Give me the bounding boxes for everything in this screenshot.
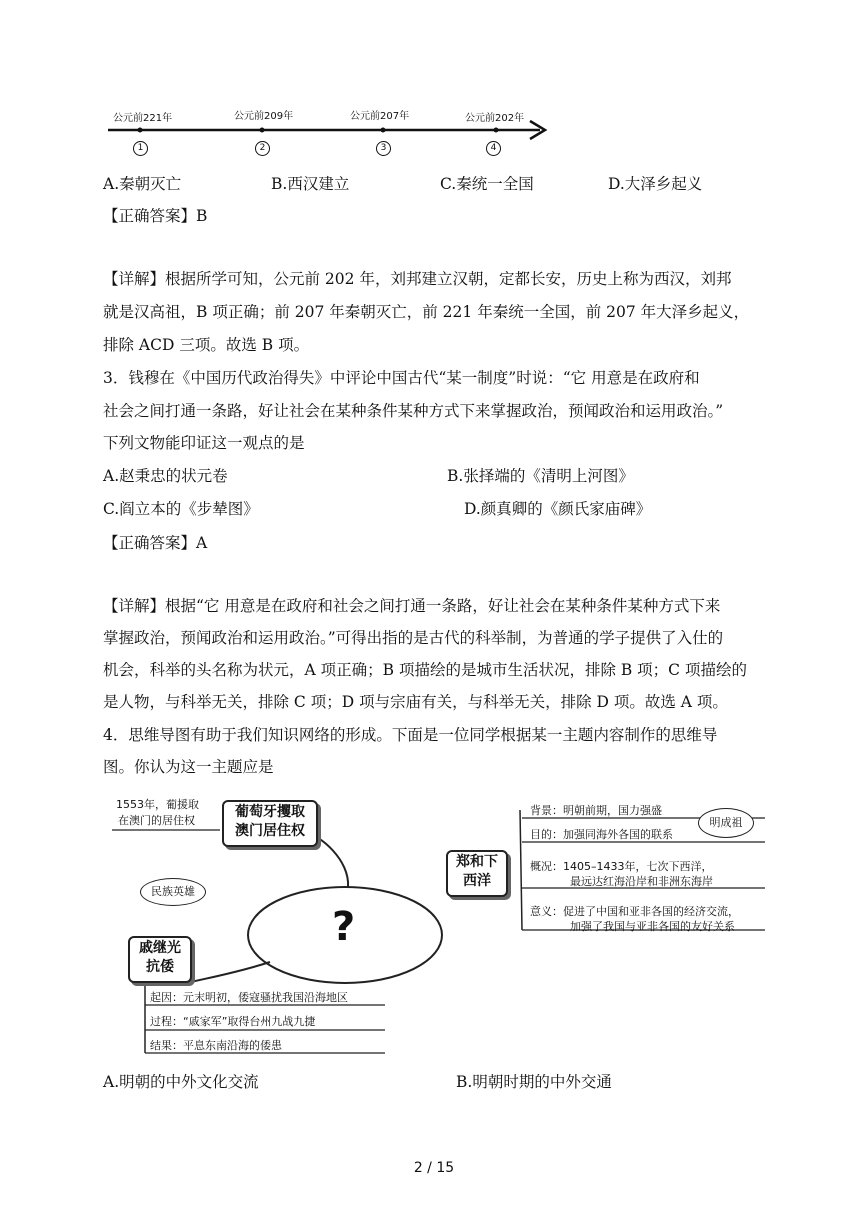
q3-detail-line: 机会，科举的头名称为状元，A 项正确；B 项描绘的是城市生活状况，排除 B 项；C 项描绘的 (103, 661, 747, 679)
zheng-item: 概况：1405–1433年，七次下西洋， (530, 860, 713, 873)
q2-detail-line: 【详解】根据所学可知，公元前 202 年，刘邦建立汉朝，定都长安，历史上称为西汉，刘邦 (103, 270, 732, 288)
q4-stem-line: 图。你认为这一主题应是 (103, 758, 274, 776)
q4-option-a: A.明朝的中外文化交流 (103, 1073, 259, 1091)
q2-detail-line: 就是汉高祖，B 项正确；前 207 年秦朝灭亡，前 221 年秦统一全国，前 207 年大泽乡起义， (103, 303, 750, 321)
timeline-label-4: 公元前202年 (465, 113, 525, 124)
q3-detail-line: 掌握政治，预闻政治和运用政治。”可得出指的是古代的科举制，为普通的学子提供了入仕的 (103, 629, 724, 647)
zheng-item: 背景：明朝前期，国力强盛 (530, 804, 662, 817)
zheng-item: 最远达红海沿岸和非洲东海岸 (570, 875, 713, 888)
timeline-label-1: 公元前221年 (113, 113, 173, 124)
q3-answer: 【正确答案】A (103, 534, 208, 552)
q3-option-b: B.张择端的《清明上河图》 (447, 467, 634, 485)
q3-detail-line: 是人物，与科举无关，排除 C 项；D 项与宗庙有关，与科举无关，排除 D 项。故选 A 项。 (103, 693, 728, 711)
qi-bubble: 民族英雄 (140, 878, 206, 906)
q2-option-b: B.西汉建立 (271, 175, 350, 193)
qi-item: 过程：“戚家军”取得台州九战九捷 (150, 1015, 316, 1028)
timeline-label-3: 公元前207年 (350, 111, 410, 122)
timeline-marker-3: 3 (376, 141, 391, 156)
q2-detail-line: 排除 ACD 三项。故选 B 项。 (103, 336, 310, 354)
branch-portugal-title: 葡萄牙攫取 (235, 804, 305, 820)
branch-portugal-box (222, 800, 318, 847)
page-number: 2 / 15 (413, 1160, 455, 1176)
q4-stem-line: 4．思维导图有助于我们知识网络的形成。下面是一位同学根据某一主题内容制作的思维导 (103, 726, 718, 744)
branch-zheng-title: 西洋 (463, 873, 491, 889)
timeline-marker-1: 1 (133, 141, 148, 156)
q2-option-a: A.秦朝灭亡 (103, 175, 182, 193)
branch-zheng-title: 郑和下 (456, 854, 498, 870)
q3-stem-line: 社会之间打通一条路，好让社会在某种条件某种方式下来掌握政治，预闻政治和运用政治。” (103, 402, 724, 420)
zheng-item: 意义：促进了中国和亚非各国的经济交流， (530, 905, 739, 918)
q2-answer: 【正确答案】B (103, 207, 208, 225)
qi-item: 结果：平息东南沿海的倭患 (150, 1039, 282, 1052)
branch-qi-title: 戚继光 (139, 940, 181, 956)
q4-option-b: B.明朝时期的中外交通 (456, 1073, 612, 1091)
branch-zheng-box (446, 850, 508, 897)
branch-portugal-title: 澳门居住权 (235, 823, 305, 839)
q3-option-d: D.颜真卿的《颜氏家庙碑》 (464, 500, 652, 518)
portugal-note-line: 1553年，葡援取 (116, 798, 199, 811)
zheng-item: 目的：加强同海外各国的联系 (530, 828, 673, 841)
qi-item: 起因：元末明初，倭寇骚扰我国沿海地区 (150, 991, 348, 1004)
q2-option-c: C.秦统一全国 (440, 175, 534, 193)
branch-qi-title: 抗倭 (146, 959, 174, 975)
q3-detail-line: 【详解】根据“它 用意是在政府和社会之间打通一条路，好让社会在某种条件某种方式下来 (103, 597, 721, 615)
timeline-label-2: 公元前209年 (234, 111, 294, 122)
branch-qi-box (128, 936, 192, 983)
zheng-item: 加强了我国与亚非各国的友好关系 (570, 920, 735, 933)
q3-option-c: C.阎立本的《步辇图》 (103, 500, 259, 518)
zheng-bubble: 明成祖 (698, 808, 754, 838)
portugal-note-line: 在澳门的居住权 (118, 814, 195, 827)
q2-option-d: D.大泽乡起义 (608, 175, 703, 193)
q3-stem-line: 3．钱穆在《中国历代政治得失》中评论中国古代“某一制度”时说：“它 用意是在政府和 (103, 369, 700, 387)
mind-map-center-question: ? (332, 904, 356, 950)
timeline-marker-4: 4 (486, 141, 501, 156)
timeline-marker-2: 2 (255, 141, 270, 156)
q3-option-a: A.赵秉忠的状元卷 (103, 467, 228, 485)
q3-stem-line: 下列文物能印证这一观点的是 (103, 434, 305, 452)
